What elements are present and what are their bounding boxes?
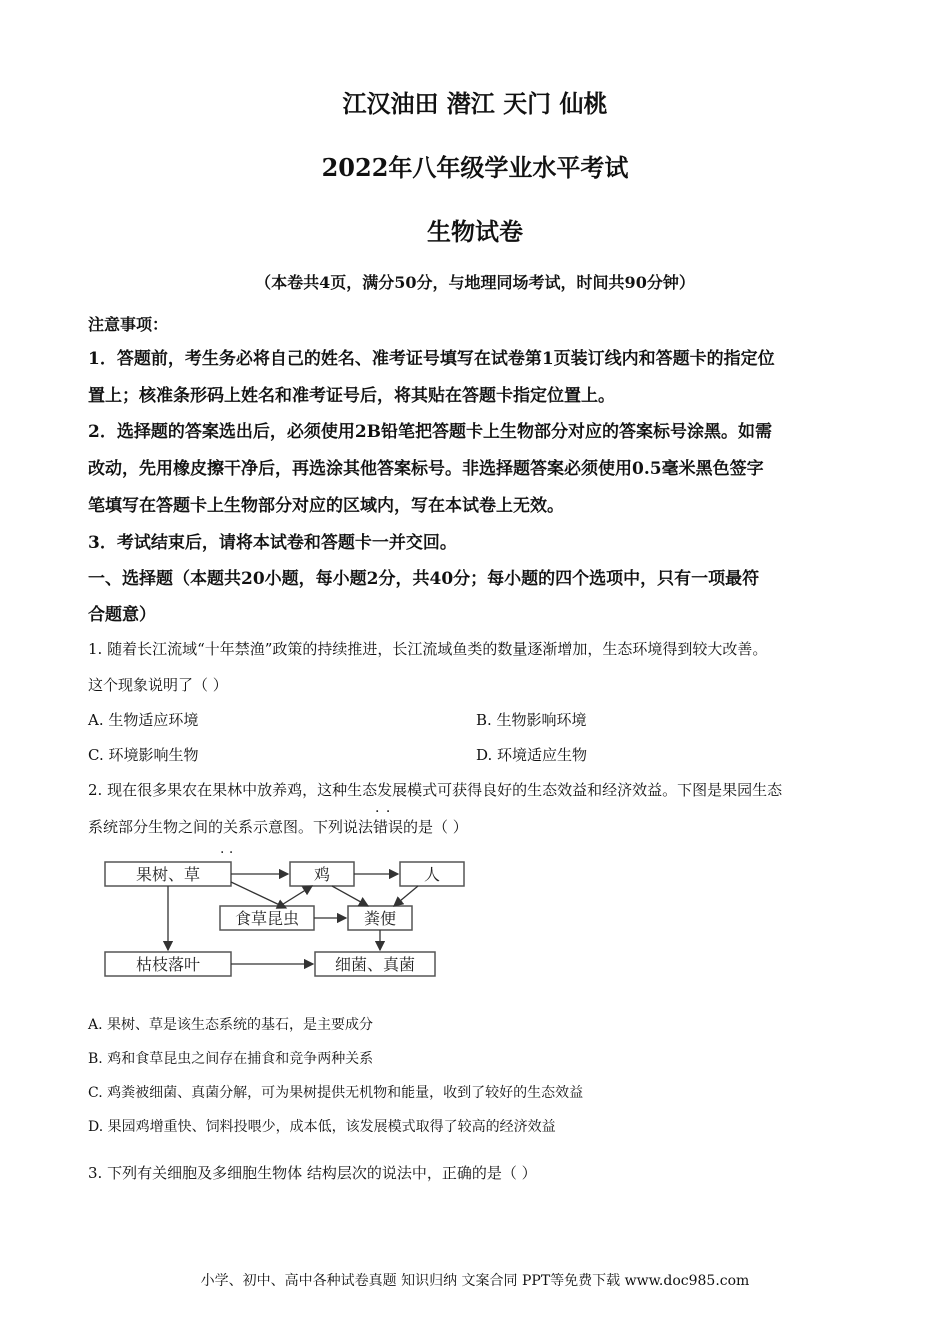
subject-title: 生物试卷	[427, 217, 523, 246]
label-microbes: 细菌、真菌	[334, 955, 416, 974]
note-1a: 1．答题前，考生务必将自己的姓名、准考证号填写在试卷第1页装订线内和答题卡的指定位	[88, 349, 775, 369]
exam-title: 2022年八年级学业水平考试	[321, 153, 629, 182]
note-2b: 改动，先用橡皮擦干净后，再选涂其他答案标号。非选择题答案必须使用0.5毫米黑色签字	[88, 459, 764, 479]
arrow-plant-to-insect	[231, 882, 286, 908]
q1-option-b: B. 生物影响环境	[476, 711, 587, 729]
q1-option-a: A. 生物适应环境	[88, 711, 199, 729]
label-human: 人	[423, 865, 441, 884]
notes-heading: 注意事项：	[88, 315, 169, 334]
q2-stem-b	[88, 816, 868, 837]
q3-stem: 3. 下列有关细胞及多细胞生物体 结构层次的说法中，正确的是（ ）	[88, 1164, 537, 1182]
exam-info: （本卷共4页，满分50分，与地理同场考试，时间共90分钟）	[255, 273, 695, 292]
q1-stem-b: 这个现象说明了（ ）	[88, 676, 228, 694]
food-web-diagram	[100, 848, 480, 983]
label-litter: 枯枝落叶	[135, 955, 201, 974]
q2-option-d: D. 果园鸡增重快、饲料投喂少，成本低，该发展模式取得了较高的经济效益	[88, 1119, 556, 1135]
q2-stem-b-pre: 系统部分生物之间的关系示意图。下列说法	[88, 818, 374, 836]
note-1b: 置上；核准条形码上姓名和准考证号后，将其贴在答题卡指定位置上。	[88, 386, 615, 406]
note-3: 3．考试结束后，请将本试卷和答题卡一并交回。	[88, 533, 457, 553]
page-footer: 小学、初中、高中各种试卷真题 知识归纳 文案合同 PPT等免费下载 www.doc985.com	[200, 1273, 750, 1289]
diagram-dots: · ·	[220, 848, 234, 861]
section-heading-b: 合题意）	[88, 605, 156, 625]
region-title: 江汉油田 潜江 天门 仙桃	[342, 89, 608, 118]
q2-option-a: A. 果树、草是该生态系统的基石，是主要成分	[88, 1017, 374, 1033]
arrow-insect-to-chicken	[280, 886, 312, 906]
q2-stem-emphasis: · · 错误	[373, 816, 403, 837]
q1-stem-a: 1. 随着长江流域“十年禁渔”政策的持续推进，长江流域鱼类的数量逐渐增加，生态环境得到较大改善。	[88, 640, 768, 658]
label-insect: 食草昆虫	[234, 909, 300, 928]
q2-option-c: C. 鸡粪被细菌、真菌分解，可为果树提供无机物和能量，收到了较好的生态效益	[88, 1085, 584, 1101]
q1-option-d: D. 环境适应生物	[476, 746, 588, 764]
label-fruit-grass: 果树、草	[135, 865, 201, 884]
q2-option-b: B. 鸡和食草昆虫之间存在捕食和竞争两种关系	[88, 1051, 374, 1067]
section-heading-a: 一、选择题（本题共20小题，每小题2分，共40分；每小题的四个选项中，只有一项最符	[88, 569, 760, 589]
q2-stem-b-post: 的是（ ）	[403, 818, 468, 836]
label-manure: 粪便	[363, 909, 397, 928]
q2-stem-a: 2. 现在很多果农在果林中放养鸡，这种生态发展模式可获得良好的生态效益和经济效益。下图是果园生态	[88, 781, 783, 799]
q1-option-c: C. 环境影响生物	[88, 746, 199, 764]
label-chicken: 鸡	[313, 865, 331, 884]
arrow-human-to-manure	[394, 886, 418, 906]
note-2c: 笔填写在答题卡上生物部分对应的区域内，写在本试卷上无效。	[88, 496, 564, 516]
arrow-chicken-to-manure	[332, 886, 368, 906]
note-2a: 2．选择题的答案选出后，必须使用2B铅笔把答题卡上生物部分对应的答案标号涂黑。如需	[88, 422, 773, 442]
